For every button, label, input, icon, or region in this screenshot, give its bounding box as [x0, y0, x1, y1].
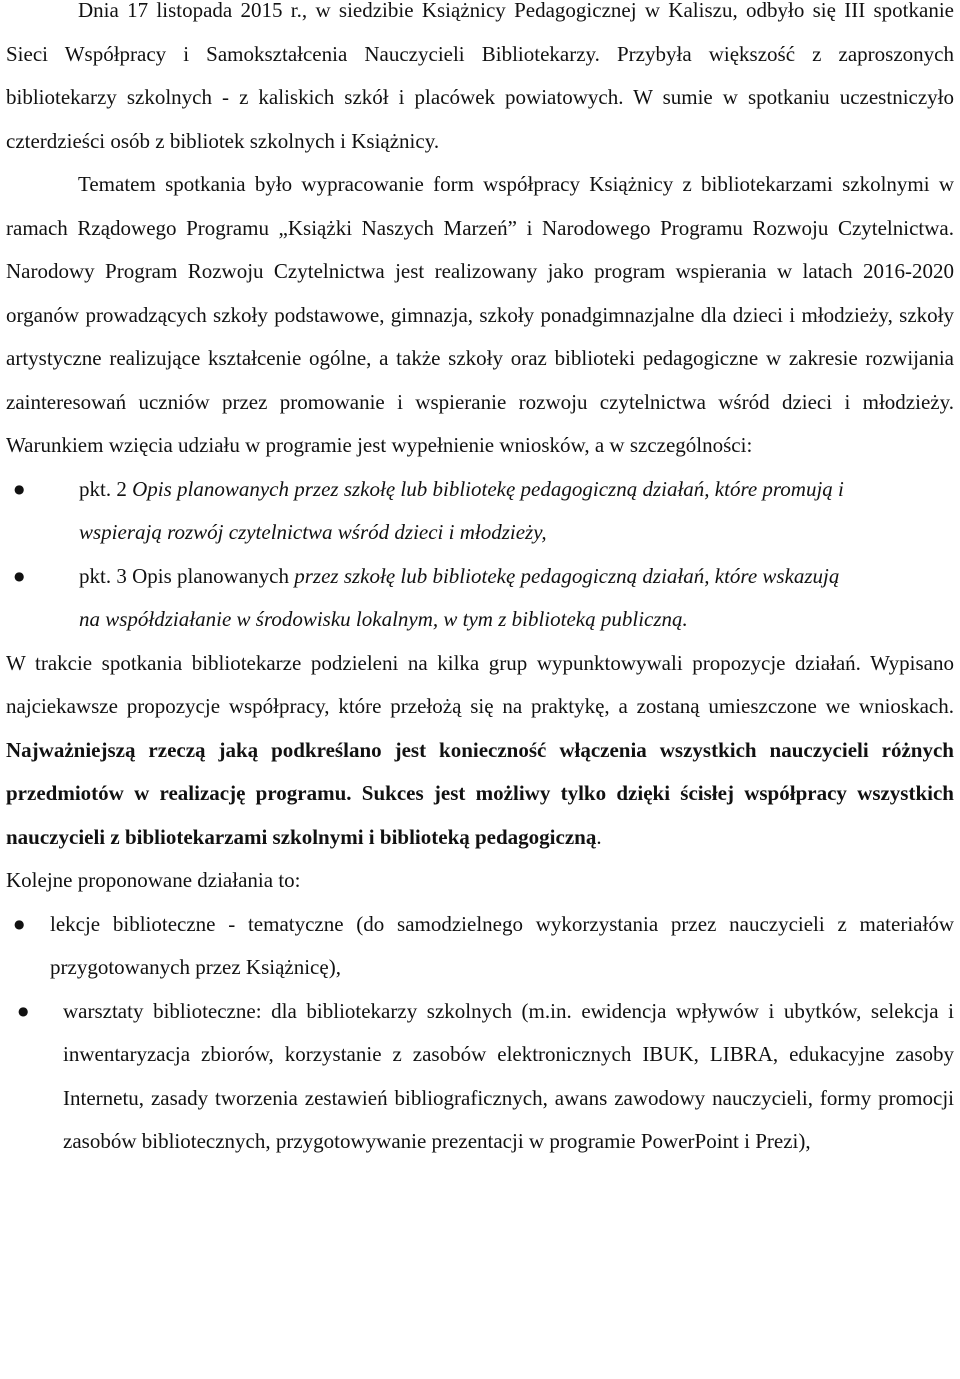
item-prefix: pkt. 2	[79, 476, 133, 501]
paragraph-meeting-info: Dnia 17 listopada 2015 r., w siedzibie Książnicy Pedagogicznej w Kaliszu, odbyło się III spotkanie Sieci Współpracy i Samokształcenia Nauczycieli Bibliotekarzy. Przybyła większość z zaproszonych bibliotekarzy szkolnych - z kaliskich szkół i placówek powiatowych. W sumie w spotkaniu uczestniczyło czterdzieści osób z bibliotek szkolnych i Książnicy.	[6, 0, 954, 153]
bullet-icon: ●	[18, 1003, 29, 1018]
paragraph-workshop-results	[6, 642, 954, 860]
item-text: lekcje biblioteczne - tematyczne (do samodzielnego wykorzystania przez nauczycieli z materiałów przygotowanych przez Książnicę),	[50, 911, 954, 979]
item-plain: Opis planowanych	[132, 563, 295, 588]
item-italic: przez szkołę lub bibliotekę pedagogiczną działań, które wskazują na współdziałanie w środowisku lokalnym, w tym z biblioteką publiczną.	[79, 563, 840, 631]
paragraph-next-actions: Kolejne proponowane działania to:	[6, 868, 301, 892]
paragraph-meeting-topic: Tematem spotkania było wypracowanie form współpracy Książnicy z bibliotekarzami szkolnymi w ramach Rządowego Programu „Książki Naszych Marzeń” i Narodowego Programu Rozwoju Czytelnictwa. Narodowy Program Rozwoju Czytelnictwa jest realizowany jako program wspierania w latach 2016-2020 organów prowadzących szkoły podstawowe, gimnazja, szkoły ponadgimnazjalne dla dzieci i młodzieży, szkoły artystyczne realizujące kształcenie ogólne, a także szkoły oraz biblioteki pedagogiczne w zakresie rozwijania zainteresowań uczniów przez promowanie i wspieranie rozwoju czytelnictwa wśród dzieci i młodzieży. Warunkiem wzięcia udziału w programie jest wypełnienie wniosków, a w szczególności:	[6, 172, 954, 457]
item-prefix: pkt. 3	[79, 563, 133, 588]
activities-list	[6, 903, 954, 1164]
list-item	[6, 903, 954, 990]
bullet-icon: ●	[14, 568, 25, 583]
text-normal: W trakcie spotkania bibliotekarze podzieleni na kilka grup wypunktowywali propozycje działań. Wypisano najciekawsze propozycje współpracy, które przełożą się na praktykę, a zostaną umieszczone we wnioskach.	[6, 650, 954, 718]
list-item	[6, 468, 954, 555]
text-bold-highlight: Najważniejszą rzeczą jaką podkreślano jest konieczność włączenia wszystkich nauczycieli różnych przedmiotów w realizację programu. Sukces jest możliwy tylko dzięki ścisłej współpracy wszystkich nauczycieli z bibliotekarzami szkolnymi i biblioteką pedagogiczną	[6, 737, 954, 849]
item-text: warsztaty biblioteczne: dla bibliotekarzy szkolnych (m.in. ewidencja wpływów i ubytków, selekcja i inwentaryzacja zbiorów, korzystanie z zasobów elektronicznych IBUK, LIBRA, edukacyjne zasoby Internetu, zasady tworzenia zestawień bibliograficznych, awans zawodowy nauczycieli, formy promocji zasobów bibliotecznych, przygotowywanie prezentacji w programie PowerPoint i Prezi),	[63, 998, 954, 1153]
text-end: .	[596, 824, 602, 849]
item-italic: Opis planowanych przez szkołę lub bibliotekę pedagogiczną działań, które promują i wspierają rozwój czytelnictwa wśród dzieci i młodzieży,	[79, 476, 844, 544]
bullet-icon: ●	[14, 916, 25, 931]
requirements-list	[6, 468, 954, 642]
bullet-icon: ●	[14, 481, 25, 496]
list-item	[6, 990, 954, 1164]
list-item	[6, 555, 954, 642]
